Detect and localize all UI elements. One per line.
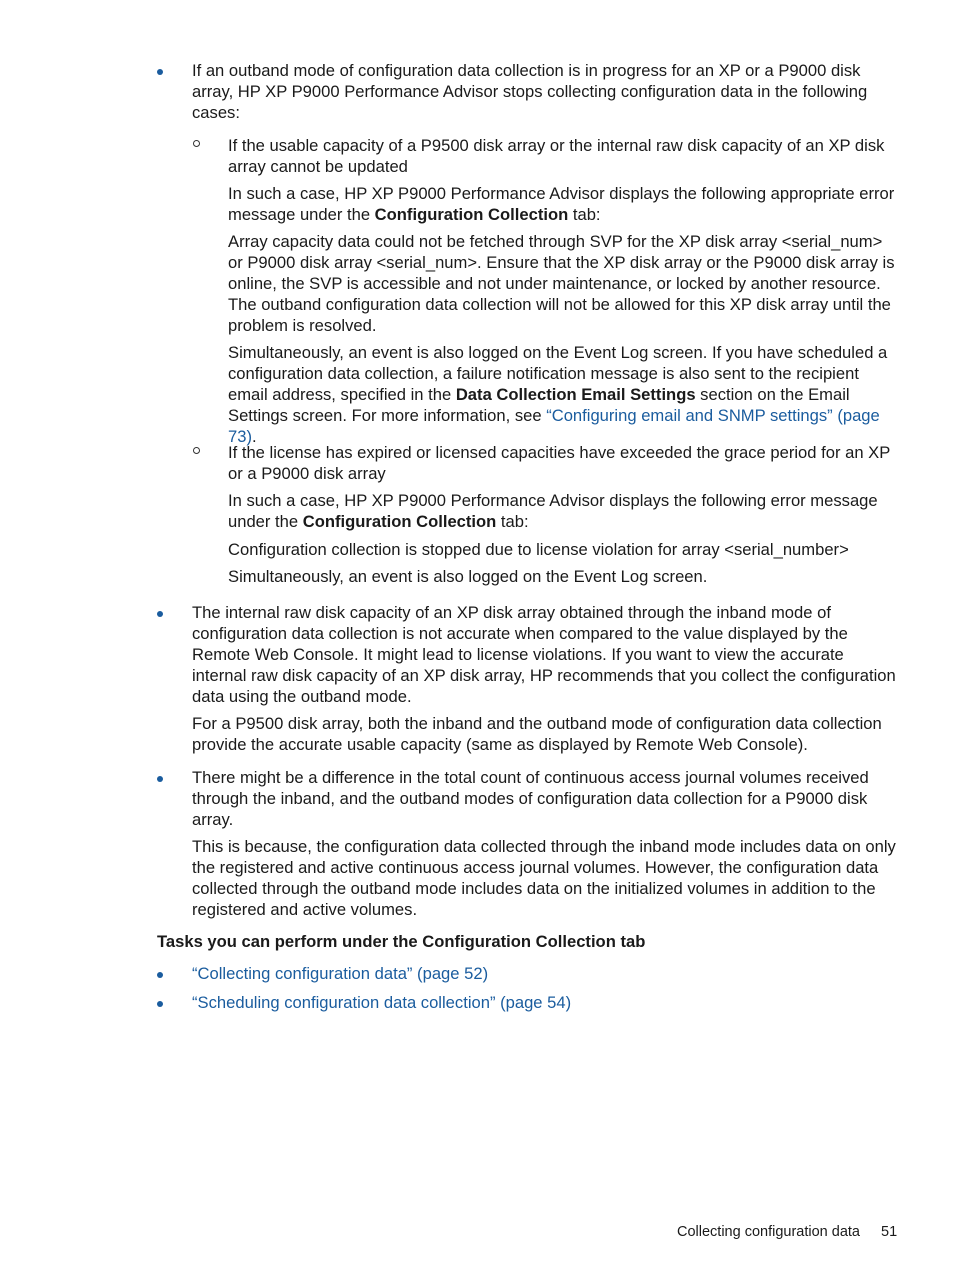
bullet-dot xyxy=(157,69,163,75)
tasks-heading: Tasks you can perform under the Configuration Collection tab xyxy=(157,932,646,951)
sub-bullet-2-title: If the license has expired or licensed capacities have exceeded the grace period for an XP or a P9000 disk array xyxy=(228,443,891,483)
link-scheduling-configuration-data-collection[interactable]: “Scheduling configuration data collection” (page 54) xyxy=(192,993,572,1012)
bullet-dot xyxy=(157,611,163,617)
footer-section-title: Collecting configuration data xyxy=(677,1224,860,1240)
sub-bullet-1-title: If the usable capacity of a P9500 disk array or the internal raw disk capacity of an XP disk array cannot be updated xyxy=(228,136,885,176)
ui-label-configuration-collection: Configuration Collection xyxy=(374,205,569,224)
error-message-capacity: Array capacity data could not be fetched through SVP for the XP disk array <serial_num> or P9000 disk array <serial_num>. Ensure that the XP disk array or the P9000 disk array is online, the SVP is accessible and not under maintenance, or locked by another resource. The outband configuration data collection will not be allowed for this XP disk array until the problem is resolved. xyxy=(228,232,895,335)
bullet-dot xyxy=(157,972,163,978)
bullet-3-text: There might be a difference in the total count of continuous access journal volumes received through the inband, and the outband modes of configuration data collection for a P9000 disk array. xyxy=(192,768,869,829)
link-configuring-email-snmp[interactable]: “Configuring email and SNMP settings” (page 73) xyxy=(228,406,880,446)
bullet-2-text: The internal raw disk capacity of an XP disk array obtained through the inband mode of configuration data collection is not accurate when compared to the value displayed by the Remote Web Console. It might lead to license violations. If you want to view the accurate internal raw disk capacity of an XP disk array, HP recommends that you collect the configuration data using the outband mode. xyxy=(192,603,896,706)
sub-bullet-circle xyxy=(193,140,200,147)
ui-label-data-collection-email-settings: Data Collection Email Settings xyxy=(455,385,696,404)
footer-page-number: 51 xyxy=(881,1224,898,1240)
task-link-item xyxy=(192,992,898,1013)
sub-bullet-1-para-3: Simultaneously, an event is also logged on the Event Log screen. If you have scheduled a configuration data collection, a failure notification message is also sent to the recipient email address, specified in the Data Collection Email Settings section on the Email Settings screen. For more information, see “Configuring email and SNMP settings” (page 73). xyxy=(228,343,888,446)
ui-label-configuration-collection: Configuration Collection xyxy=(302,512,497,531)
bullet-dot xyxy=(157,1001,163,1007)
task-link-item xyxy=(192,963,898,984)
sub-bullet-2-para-3: Simultaneously, an event is also logged on the Event Log screen. xyxy=(228,567,708,586)
bullet-3-para-2: This is because, the configuration data collected through the inband mode includes data on only the registered and active continuous access journal volumes. However, the configuration data collected through the outband mode includes data on the initialized volumes in addition to the registered and active volumes. xyxy=(192,837,896,919)
bullet-dot xyxy=(157,776,163,782)
bullet-2-para-2: For a P9500 disk array, both the inband and the outband mode of configuration data collection provide the accurate usable capacity (same as displayed by Remote Web Console). xyxy=(192,714,882,754)
sub-bullet-2-para-1: In such a case, HP XP P9000 Performance Advisor displays the following error message under the Configuration Collection tab: xyxy=(228,491,878,531)
sub-bullet-circle xyxy=(193,447,200,454)
sub-bullet-1-para-1: In such a case, HP XP P9000 Performance Advisor displays the following appropriate error message under the Configuration Collection tab: xyxy=(228,184,895,224)
link-collecting-configuration-data[interactable]: “Collecting configuration data” (page 52) xyxy=(192,964,489,983)
error-message-license: Configuration collection is stopped due to license violation for array <serial_number> xyxy=(228,540,849,559)
bullet-1-text: If an outband mode of configuration data collection is in progress for an XP or a P9000 disk array, HP XP P9000 Performance Advisor stops collecting configuration data in the following cases: xyxy=(192,61,868,122)
